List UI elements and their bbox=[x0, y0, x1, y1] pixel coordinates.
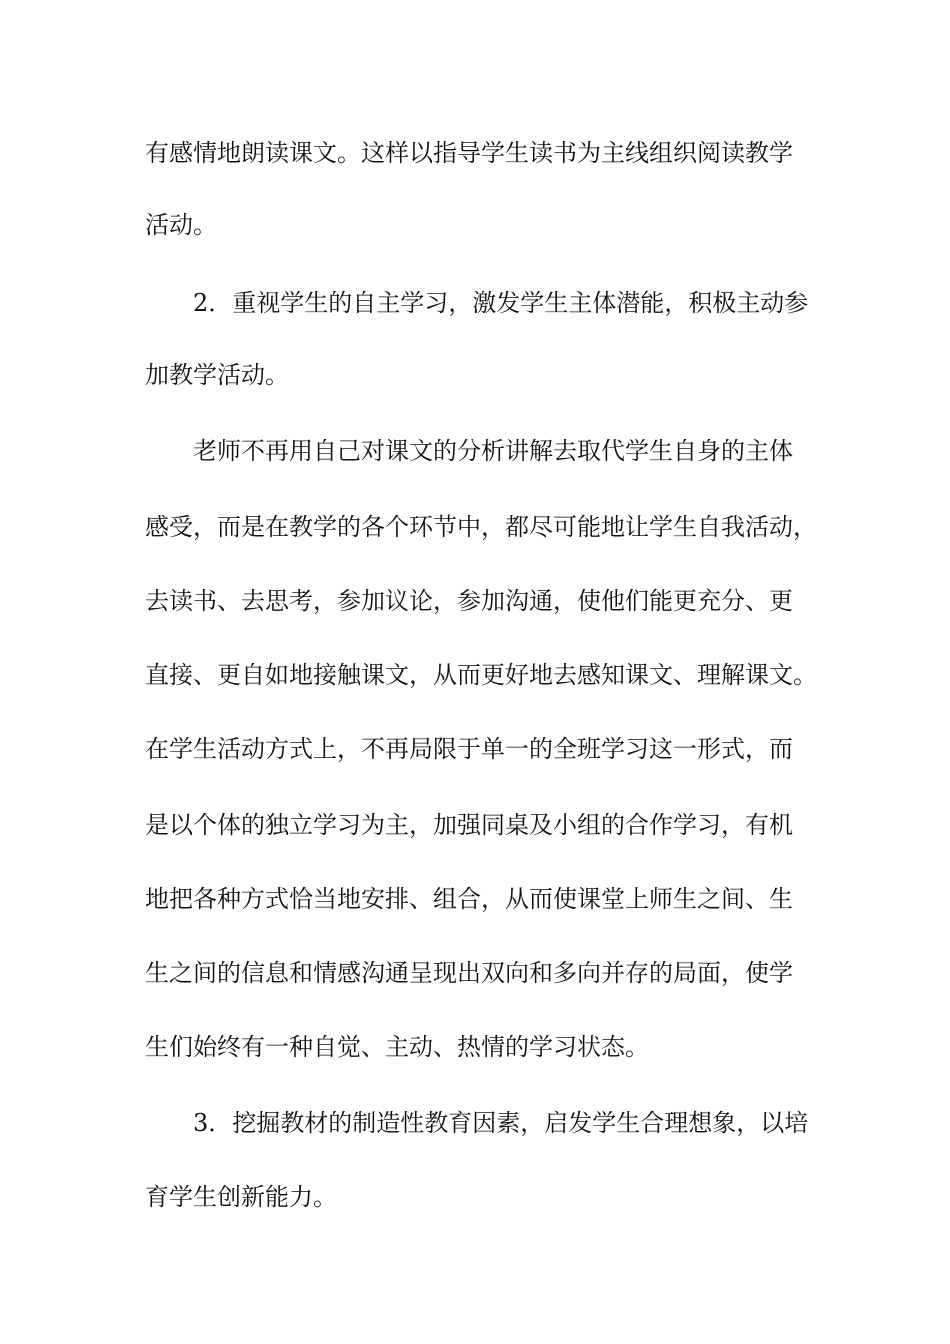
text-line: 去读书、去思考，参加议论，参加沟通，使他们能更充分、更 bbox=[145, 587, 793, 615]
text-line: 活动。 bbox=[145, 211, 217, 239]
text-line: 在学生活动方式上，不再局限于单一的全班学习这一形式，而 bbox=[145, 735, 793, 763]
text-line: 直接、更自如地接触课文，从而更好地去感知课文、理解课文。 bbox=[145, 661, 817, 689]
text-line: 育学生创新能力。 bbox=[145, 1183, 337, 1211]
text-line: 有感情地朗读课文。这样以指导学生读书为主线组织阅读教学 bbox=[145, 139, 793, 167]
text-line: 地把各种方式恰当地安排、组合，从而使课堂上师生之间、生 bbox=[145, 885, 793, 913]
text-line: 加教学活动。 bbox=[145, 361, 289, 389]
section-heading: 3．挖掘教材的制造性教育因素，启发学生合理想象，以培 bbox=[193, 1109, 809, 1137]
text-line: 是以个体的独立学习为主，加强同桌及小组的合作学习，有机 bbox=[145, 811, 793, 839]
text-line: 生之间的信息和情感沟通呈现出双向和多向并存的局面，使学 bbox=[145, 959, 793, 987]
section-heading: 2．重视学生的自主学习，激发学生主体潜能，积极主动参 bbox=[193, 289, 809, 317]
text-line: 生们始终有一种自觉、主动、热情的学习状态。 bbox=[145, 1033, 649, 1061]
text-line: 感受，而是在教学的各个环节中，都尽可能地让学生自我活动， bbox=[145, 513, 817, 541]
paragraph-first-line: 老师不再用自己对课文的分析讲解去取代学生自身的主体 bbox=[193, 437, 793, 465]
